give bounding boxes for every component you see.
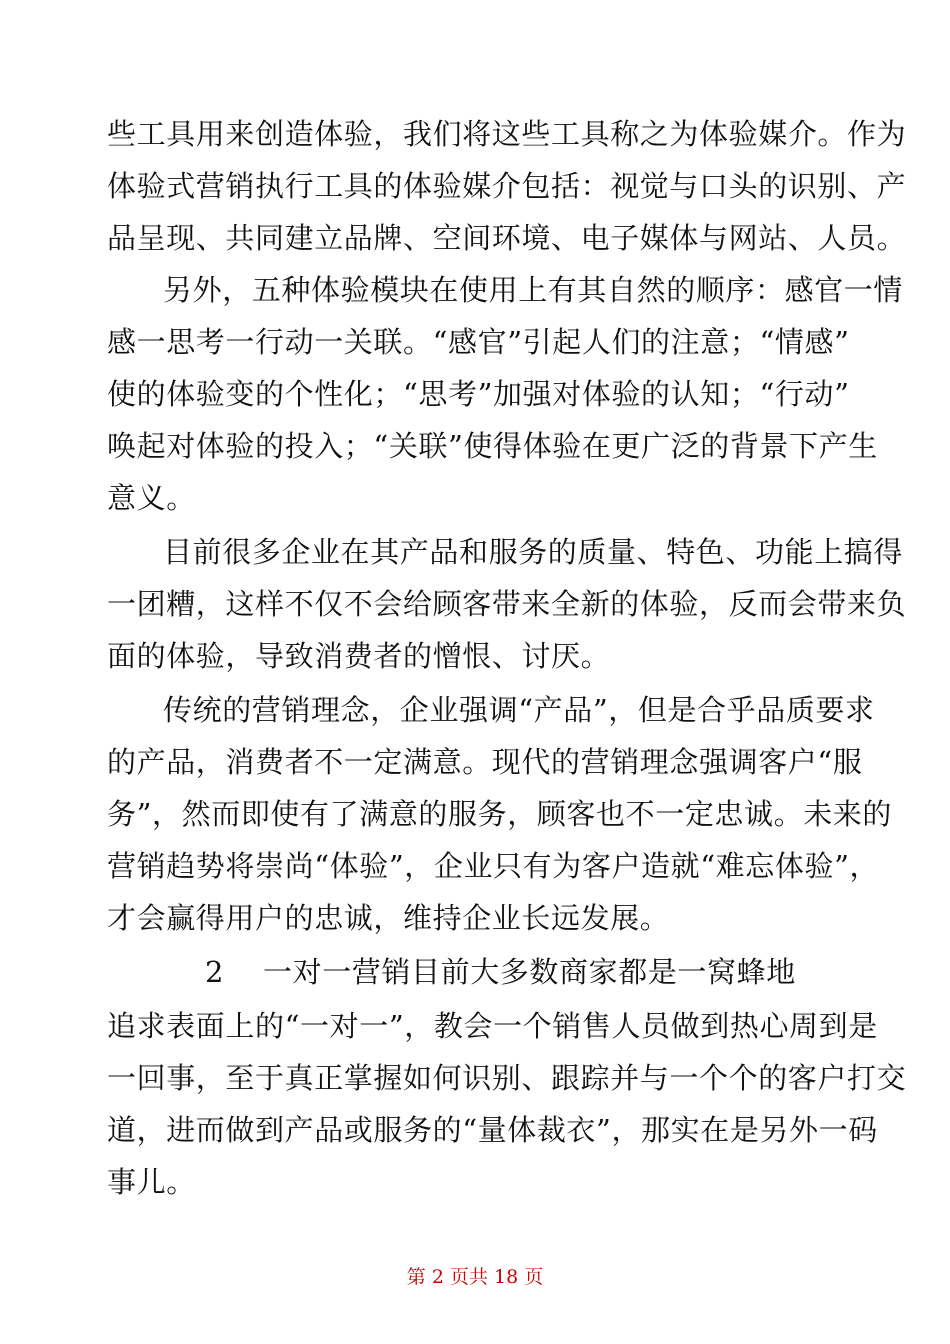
text-line: 感一思考一行动一关联。“感官”引起人们的注意；“情感” [107, 325, 850, 359]
text-line: 的产品，消费者不一定满意。现代的营销理念强调客户“服 [107, 745, 863, 779]
text-line: 面的体验，导致消费者的憎恨、讨厌。 [107, 639, 611, 673]
paragraph-first-line: 目前很多企业在其产品和服务的质量、特色、功能上搞得 [163, 535, 904, 569]
section-heading [205, 946, 796, 998]
page-number-footer: 第 2 页共 18 页 [406, 1266, 544, 1288]
section-heading-text: 一对一营销目前大多数商家都是一窝蜂地 [263, 955, 796, 989]
text-line: 道，进而做到产品或服务的“量体裁衣”，那实在是另外一码 [107, 1113, 878, 1147]
text-line: 才会赢得用户的忠诚，维持企业长远发展。 [107, 901, 670, 935]
text-line: 使的体验变的个性化；“思考”加强对体验的认知；“行动” [107, 377, 850, 411]
text-line: 意义。 [107, 481, 196, 515]
text-line: 事儿。 [107, 1165, 196, 1199]
paragraph-first-line: 传统的营销理念，企业强调“产品”，但是合乎品质要求 [163, 693, 875, 727]
text-line: 追求表面上的“一对一”，教会一个销售人员做到热心周到是 [107, 1009, 878, 1043]
text-line: 务”，然而即使有了满意的服务，顾客也不一定忠诚。未来的 [107, 797, 893, 831]
text-line: 体验式营销执行工具的体验媒介包括：视觉与口头的识别、产 [107, 169, 907, 203]
text-line: 营销趋势将崇尚“体验”，企业只有为客户造就“难忘体验”， [107, 849, 880, 883]
paragraph-first-line: 另外，五种体验模块在使用上有其自然的顺序：感官一情 [163, 273, 904, 307]
text-line: 唤起对体验的投入；“关联”使得体验在更广泛的背景下产生 [107, 429, 878, 463]
text-line: 些工具用来创造体验，我们将这些工具称之为体验媒介。作为 [107, 117, 907, 151]
text-line: 一团糟，这样不仅不会给顾客带来全新的体验，反而会带来负 [107, 587, 907, 621]
text-line: 品呈现、共同建立品牌、空间环境、电子媒体与网站、人员。 [107, 221, 907, 255]
section-number: 2 [205, 955, 225, 989]
text-line: 一回事，至于真正掌握如何识别、跟踪并与一个个的客户打交 [107, 1061, 907, 1095]
